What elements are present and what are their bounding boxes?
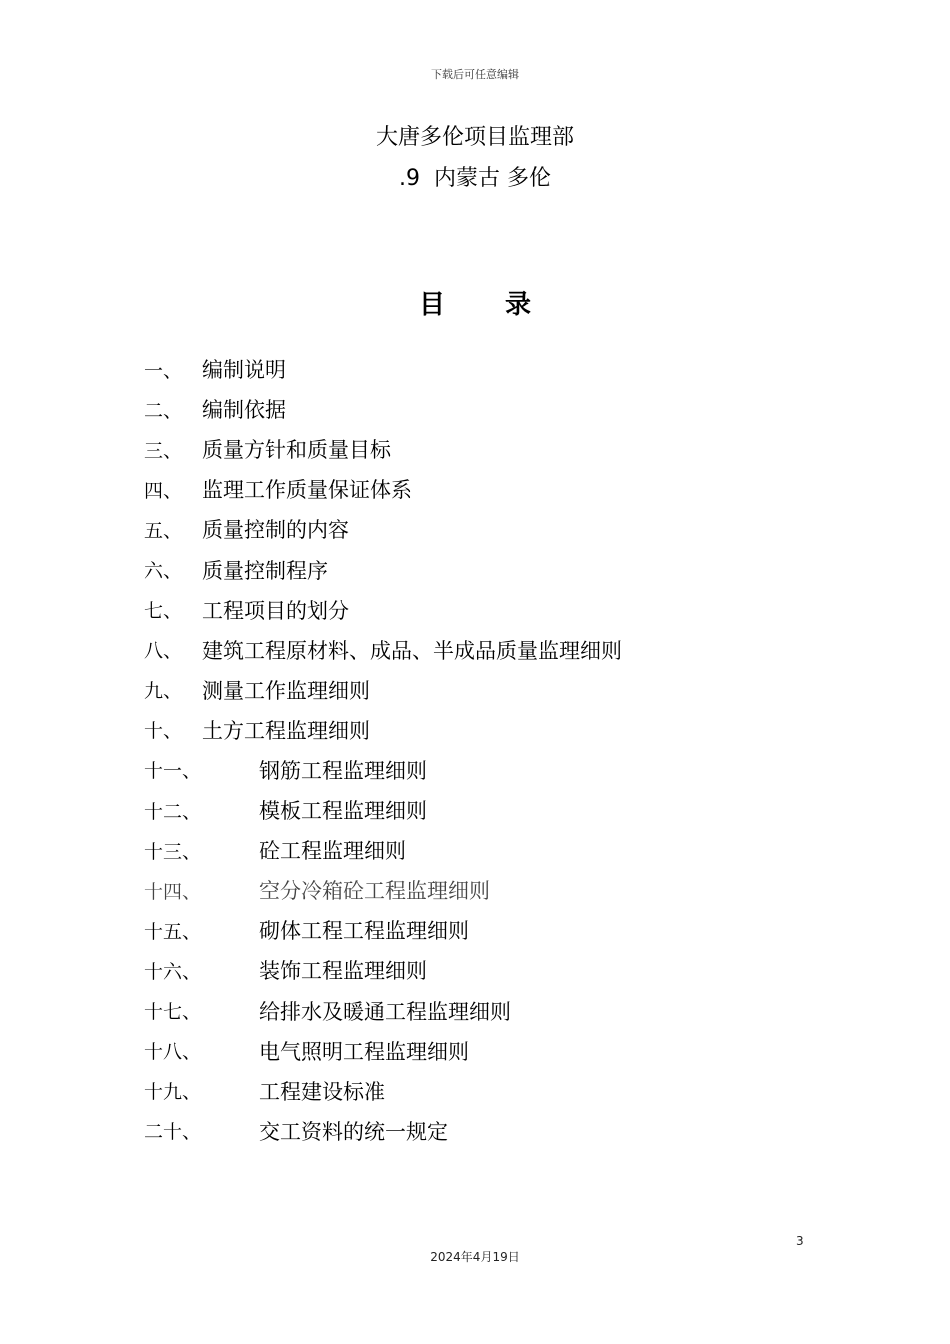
toc-item-number: 八、 [144,640,183,663]
toc-item-number: 七、 [144,600,183,623]
toc-item-label: 工程项目的划分 [202,598,349,623]
toc-item-number: 四、 [144,479,183,502]
toc-item-number: 十一、 [144,760,202,783]
toc-item-label: 给排水及暖通工程监理细则 [259,999,511,1024]
toc-item[interactable] [144,991,844,1031]
toc-item-label: 土方工程监理细则 [202,718,370,743]
toc-item-number: 十四、 [144,880,202,903]
toc-item[interactable] [144,830,844,870]
toc-item-number: 三、 [144,439,183,462]
toc-item[interactable] [144,670,844,710]
toc-item-number: 二十、 [144,1121,202,1144]
toc-item-label: 空分冷箱砼工程监理细则 [259,879,490,904]
toc-item-number: 十五、 [144,920,202,943]
toc-item-number: 二、 [144,399,183,422]
toc-item-number: 十六、 [144,960,202,983]
toc-item-label: 电气照明工程监理细则 [259,1039,469,1064]
toc-item[interactable] [144,469,844,509]
organization-name: 大唐多伦项目监理部 [375,125,574,150]
toc-item[interactable] [144,710,844,750]
header-note: 下载后可任意编辑 [431,68,519,81]
toc-item-number: 十九、 [144,1081,202,1104]
toc-item-label: 模板工程监理细则 [259,799,427,824]
toc-item-label: 建筑工程原材料、成品、半成品质量监理细则 [202,638,622,663]
toc-item[interactable] [144,950,844,990]
toc-item-label: 工程建设标准 [259,1079,385,1104]
toc-item-label: 钢筋工程监理细则 [259,758,427,783]
toc-item[interactable] [144,870,844,910]
table-of-contents [144,349,844,1151]
toc-item-label: 砌体工程工程监理细则 [259,919,469,944]
toc-item-number: 六、 [144,560,183,583]
toc-item-label: 测量工作监理细则 [202,678,370,703]
toc-item-label: 质量控制的内容 [202,518,349,543]
toc-item-label: 监理工作质量保证体系 [202,478,412,503]
toc-title: 目录 [418,290,591,320]
toc-item[interactable] [144,349,844,389]
toc-item-number: 十二、 [144,800,202,823]
toc-item-number: 一、 [144,359,183,382]
toc-item[interactable] [144,630,844,670]
toc-item[interactable] [144,790,844,830]
toc-item-label: 编制说明 [202,358,286,383]
toc-item[interactable] [144,1031,844,1071]
toc-item[interactable] [144,389,844,429]
toc-item[interactable] [144,509,844,549]
toc-item-number: 十、 [144,720,183,743]
toc-item[interactable] [144,750,844,790]
toc-item-label: 交工资料的统一规定 [259,1119,448,1144]
date-and-place: .9 内蒙古 多伦 [399,166,551,191]
footer-date: 2024年4月19日 [430,1250,520,1264]
toc-item-label: 装饰工程监理细则 [259,959,427,984]
toc-item[interactable] [144,549,844,589]
page-number: 3 [796,1234,804,1248]
toc-item[interactable] [144,910,844,950]
toc-item[interactable] [144,1111,844,1151]
toc-item-label: 编制依据 [202,398,286,423]
toc-item[interactable] [144,429,844,469]
toc-item-label: 质量控制程序 [202,558,328,583]
toc-item-number: 十八、 [144,1041,202,1064]
toc-item-number: 十三、 [144,840,202,863]
toc-item-number: 九、 [144,680,183,703]
toc-item[interactable] [144,1071,844,1111]
toc-item[interactable] [144,590,844,630]
toc-item-number: 五、 [144,519,183,542]
toc-item-number: 十七、 [144,1001,202,1024]
toc-item-label: 砼工程监理细则 [259,839,406,864]
toc-item-label: 质量方针和质量目标 [202,438,391,463]
